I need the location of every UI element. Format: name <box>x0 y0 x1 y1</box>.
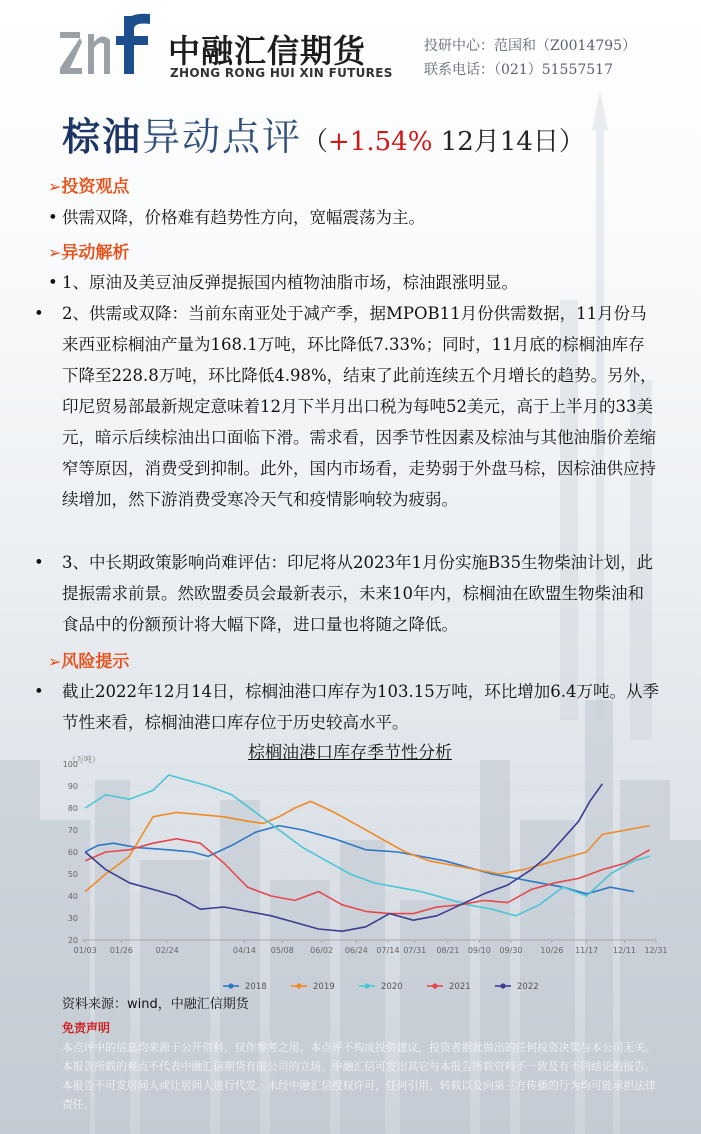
y-tick-label: 70 <box>67 826 78 835</box>
series-line-2019 <box>85 801 650 891</box>
section-risk <box>48 647 129 672</box>
view-text: 供需双降，价格难有趋势性方向，宽幅震荡为主。 <box>62 208 425 227</box>
disclaimer-title: 免责声明 <box>62 1021 111 1035</box>
x-tick-label: 09/30 <box>499 946 523 955</box>
x-tick-label: 01/03 <box>73 946 97 955</box>
y-tick-label: 50 <box>67 870 78 879</box>
analysis-point-1 <box>48 267 660 298</box>
company-name-cn: 中融汇信期货 <box>168 32 367 70</box>
title-date: 12月14日） <box>432 127 585 157</box>
y-tick-label: 40 <box>67 892 78 901</box>
legend-marker-2020 <box>364 983 369 988</box>
section-analysis <box>48 238 129 263</box>
contact-phone: 联系电话：（021）51557517 <box>424 62 613 78</box>
legend-label-2021: 2021 <box>449 982 471 992</box>
analysis-point-2 <box>34 298 660 515</box>
x-tick-label: 05/08 <box>270 946 294 955</box>
section-arrow-icon: ➢ <box>48 243 62 262</box>
x-tick-label: 12/31 <box>644 946 668 955</box>
bullet-icon: • <box>34 304 44 323</box>
x-tick-label: 12/11 <box>612 946 636 955</box>
y-tick-label: 30 <box>67 914 78 923</box>
y-tick-label: 80 <box>67 804 78 813</box>
x-tick-label: 07/31 <box>403 946 427 955</box>
series-line-2022 <box>85 784 602 931</box>
title-open-paren: （ <box>302 127 329 157</box>
company-name-en: ZHONG RONG HUI XIN FUTURES <box>170 66 393 80</box>
bullet-icon: • <box>48 208 58 227</box>
section-title: 异动解析 <box>61 243 130 263</box>
y-tick-label: 90 <box>67 782 78 791</box>
x-tick-label: 01/26 <box>109 946 133 955</box>
x-tick-label: 04/14 <box>232 946 256 955</box>
disclaimer-text: 本点评中的信息均来源于公开资料，仅作参考之用。本点评不构成投资建议，投资者据此做出的任何投资决策与本公司无关。本报告所载的观点不代表中融汇信期货有限公司的立场。中融汇信可发出其它与本报告所载资料不一致及有不同结论的报告。本报告不可发居间人或让居间人进行代发。未经中融汇信授权许可，任何引用、转载以及向第三方传播的行为均可能承担法律责任。 <box>62 1041 656 1111</box>
y-tick-label: 20 <box>67 936 78 945</box>
znf-logo-mark <box>58 12 158 82</box>
inventory-seasonal-chart <box>58 752 678 1000</box>
chart-y-axis <box>63 754 100 945</box>
y-tick-label: 60 <box>67 848 78 857</box>
chart-series-lines <box>85 775 650 931</box>
title-commodity: 棕油 <box>62 115 143 159</box>
title-change-percent: +1.54% <box>328 127 433 157</box>
company-logo <box>58 12 393 84</box>
x-tick-label: 06/24 <box>344 946 368 955</box>
x-tick-label: 08/21 <box>436 946 460 955</box>
title-change-group <box>302 127 585 157</box>
x-tick-label: 02/24 <box>155 946 179 955</box>
section-investment-view <box>48 172 129 197</box>
legend-marker-2018 <box>228 983 233 988</box>
legend-marker-2022 <box>500 983 505 988</box>
contact-info <box>424 34 636 82</box>
chart-x-axis <box>74 940 668 955</box>
chart-title: 棕榈油港口库存季节性分析 <box>248 743 452 763</box>
legend-label-2020: 2020 <box>381 982 403 992</box>
data-source: 资料来源：wind，中融汇信期货 <box>62 997 249 1012</box>
risk-text: 截止2022年12月14日，棕榈油港口库存为103.15万吨，环比增加6.4万吨。从季节性来看，棕榈油港口库存位于历史较高水平。 <box>62 682 659 732</box>
analysis-point-3 <box>34 547 660 640</box>
chart-legend <box>223 982 539 992</box>
analysis-text-2: 2、供需或双降：当前东南亚处于减产季，据MPOB11月份供需数据，11月份马来西亚棕榈油产量为168.1万吨，环比降低7.33%；同时，11月底的棕榈油库存下降至228.8万吨，环比降低4.98%，结束了此前连续五个月增长的趋势。另外，印尼贸易部最新规定意味着12月下半月出口税为每吨52美元，高于上半月的33美元，暗示后续棕油出口面临下滑。需求看，因季节性因素及棕油与其他油脂价差缩窄等原因，消费受到抑制。此外，国内市场看，走势弱于外盘马棕，因棕油供应持续增加，然下游消费受寒冷天气和疫情影响较为疲弱。 <box>62 304 657 509</box>
analysis-text-3: 3、中长期政策影响尚难评估：印尼将从2023年1月份实施B35生物柴油计划，此提振需求前景。然欧盟委员会最新表示，未来10年内，棕榈油在欧盟生物柴油和食品中的份额预计将大幅下降，进口量也将随之降低。 <box>62 553 654 634</box>
bullet-icon: • <box>34 553 44 572</box>
x-tick-label: 09/10 <box>467 946 491 955</box>
y-axis-unit-label: （万吨） <box>68 755 100 764</box>
contact-researcher: 投研中心：范国和（Z0014795） <box>424 38 637 54</box>
x-tick-label: 11/17 <box>575 946 599 955</box>
bullet-icon: • <box>48 273 58 292</box>
analysis-text-1: 1、原油及美豆油反弹提振国内植物油脂市场，棕油跟涨明显。 <box>62 273 518 292</box>
risk-paragraph <box>34 676 674 738</box>
section-title: 风险提示 <box>61 652 130 672</box>
report-title <box>62 112 585 167</box>
section-arrow-icon: ➢ <box>48 652 62 671</box>
y-tick-label: 100 <box>62 760 78 769</box>
x-tick-label: 06/02 <box>310 946 334 955</box>
legend-marker-2021 <box>432 983 437 988</box>
view-paragraph <box>48 202 660 233</box>
legend-label-2019: 2019 <box>313 982 335 992</box>
x-tick-label: 10/26 <box>540 946 564 955</box>
title-topic: 异动点评 <box>142 115 303 159</box>
x-tick-label: 07/14 <box>376 946 400 955</box>
section-title: 投资观点 <box>61 177 130 197</box>
bullet-icon: • <box>34 682 44 701</box>
legend-label-2018: 2018 <box>245 982 267 992</box>
legend-label-2022: 2022 <box>517 982 539 992</box>
section-arrow-icon: ➢ <box>48 177 62 196</box>
legend-marker-2019 <box>296 983 301 988</box>
